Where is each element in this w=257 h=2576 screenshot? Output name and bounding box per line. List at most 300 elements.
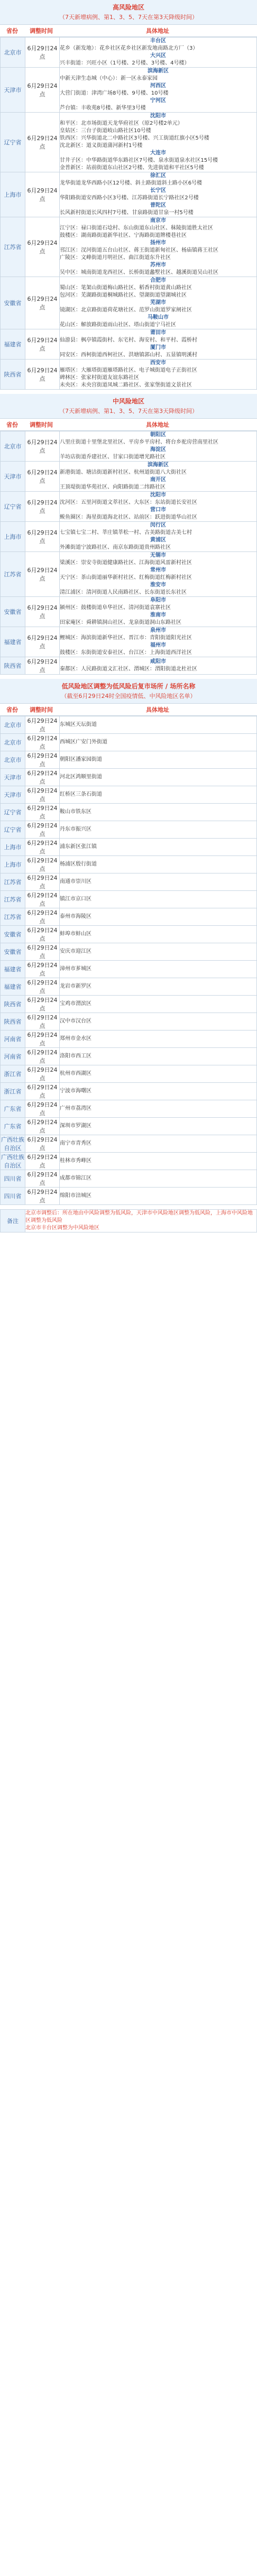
district-heading: 南京市 xyxy=(150,218,166,224)
header-time: 调整时间 xyxy=(30,706,53,713)
address-cell xyxy=(60,856,257,873)
table-row xyxy=(1,751,257,769)
table-row xyxy=(1,1065,257,1083)
address-line: 丹东市振兴区 xyxy=(60,826,91,832)
time-cell: 6月29日24点 xyxy=(25,1170,60,1188)
low-risk-section-table xyxy=(0,716,257,1205)
address-cell xyxy=(60,961,257,978)
risk-area-document xyxy=(0,0,257,1232)
province-cell: 辽宁省 xyxy=(1,821,25,839)
table-row xyxy=(1,522,257,552)
address-line: 金普新区：站前街道东山社区2号楼、先进街道和平社区5号楼 xyxy=(60,165,204,171)
high-risk-section-title: 高风险地区 xyxy=(0,0,257,14)
district-heading: 合肥市 xyxy=(150,278,166,283)
time-cell: 6月29日24点 xyxy=(25,1048,60,1065)
low-risk-section-title: 低风险地区调整为低风险后复市场所 / 场所名称 xyxy=(0,679,257,693)
address-line: 镇江市京口区 xyxy=(60,896,91,902)
province-cell: 天津市 xyxy=(1,68,25,113)
table-row xyxy=(1,839,257,856)
district-heading: 淮南市 xyxy=(150,612,166,618)
province-cell: 广东省 xyxy=(1,1100,25,1118)
province-cell: 四川省 xyxy=(1,1170,25,1188)
address-cell xyxy=(60,839,257,856)
address-cell xyxy=(60,1083,257,1100)
district-heading: 滨海新区 xyxy=(148,68,169,74)
address-line: 皇姑区：三台子街道岐山路社区10号楼 xyxy=(60,128,151,134)
district-heading: 滨海新区 xyxy=(148,462,169,468)
province-cell: 陕西省 xyxy=(1,996,25,1013)
section-spacer xyxy=(0,1205,257,1209)
province-cell: 上海市 xyxy=(1,522,25,552)
address-line: 清江浦区：清河街道人民南路社区、长东街道长东社区 xyxy=(60,590,187,595)
time-cell: 6月29日24点 xyxy=(25,360,60,390)
address-line: 龙岩市新罗区 xyxy=(60,983,91,989)
district-heading: 河西区 xyxy=(150,83,166,89)
table-row xyxy=(1,329,257,360)
address-line: 吴中区：城南街道龙西社区、长桥街道蠡墅社区、越溪街道吴山社区 xyxy=(60,270,218,275)
province-cell: 广西壮族自治区 xyxy=(1,1135,25,1153)
section-spacer xyxy=(0,675,257,679)
province-cell: 北京市 xyxy=(1,431,25,462)
address-line: 天宁区：茶山街道丽华新村社区、红梅街道红梅新村社区 xyxy=(60,575,192,581)
address-cell xyxy=(60,522,257,552)
time-cell: 6月29日24点 xyxy=(25,1065,60,1083)
time-cell: 6月29日24点 xyxy=(25,839,60,856)
time-cell: 6月29日24点 xyxy=(25,172,60,217)
address-line: 江宁区：禄口街道石埝村、东山街道东山社区、秣陵街道胜太社区 xyxy=(60,225,213,231)
province-cell: 江苏省 xyxy=(1,217,25,277)
address-line: 鞍山市铁东区 xyxy=(60,809,91,815)
address-line: 沈河区：五里河街道文萃社区、大东区：东站街道长安社区 xyxy=(60,500,197,505)
table-row xyxy=(1,68,257,113)
district-heading: 莆田市 xyxy=(150,330,166,336)
address-line: 梁溪区：崇安寺街道健康路社区、江海街道风雷新村社区 xyxy=(60,560,192,566)
time-cell: 6月29日24点 xyxy=(25,786,60,804)
address-line: 泰州市海陵区 xyxy=(60,914,91,919)
table-row xyxy=(1,926,257,943)
time-cell: 6月29日24点 xyxy=(25,804,60,821)
address-cell xyxy=(60,597,257,627)
province-cell: 天津市 xyxy=(1,462,25,492)
address-line: 龙华街道龙华西路小区12号楼、斜土路街道斜土路小区6号楼 xyxy=(60,180,203,186)
address-line: 和平区：北市场街道天龙华府社区（原2号楼2单元） xyxy=(60,121,183,126)
address-line: 朝阳区潘家园街道 xyxy=(60,757,102,762)
address-line: 河北区鸿顺里街道 xyxy=(60,774,102,780)
table-row xyxy=(1,1188,257,1205)
address-cell xyxy=(60,552,257,597)
time-cell: 6月29日24点 xyxy=(25,277,60,329)
table-row xyxy=(1,1135,257,1153)
notes-content xyxy=(25,1210,257,1232)
address-cell xyxy=(60,462,257,492)
address-line: 包河区：芜湖路街道桐城路社区、望湖街道望湖城社区 xyxy=(60,292,187,298)
address-cell xyxy=(60,627,257,657)
province-cell: 安徽省 xyxy=(1,943,25,961)
address-line: 南通市崇川区 xyxy=(60,879,91,885)
province-cell: 北京市 xyxy=(1,734,25,751)
province-cell: 福建省 xyxy=(1,329,25,360)
address-line: 同安区：西柯街道西柯社区、洪塘镇郭山村、五显镇明溪村 xyxy=(60,352,197,358)
district-heading: 马鞍山市 xyxy=(148,315,169,320)
table-row xyxy=(1,172,257,217)
district-heading: 常州市 xyxy=(150,567,166,573)
district-heading: 普陀区 xyxy=(150,203,166,208)
time-cell: 6月29日24点 xyxy=(25,431,60,462)
district-heading: 海淀区 xyxy=(150,447,166,453)
time-cell: 6月29日24点 xyxy=(25,217,60,277)
district-heading: 阜阳市 xyxy=(150,597,166,603)
address-line: 新港街道、塘沽街道新村社区、杭州道街道八大街社区 xyxy=(60,470,187,475)
address-line: 蚌埠市蚌山区 xyxy=(60,931,91,937)
province-cell: 辽宁省 xyxy=(1,113,25,172)
table-row xyxy=(1,1013,257,1031)
table-row xyxy=(1,217,257,277)
header-province: 省份 xyxy=(6,27,18,34)
address-cell xyxy=(60,68,257,113)
low-risk-section-subtitle: （截至6月29日24时全国疫情低、中风险地区名单） xyxy=(0,693,257,703)
province-cell: 辽宁省 xyxy=(1,804,25,821)
address-line: 花山区：解放路街道雨山社区、塔山街道宁马社区 xyxy=(60,322,176,328)
address-line: 大营门街道：津湾广场8号楼、9号楼、10号楼 xyxy=(60,90,169,96)
table-row xyxy=(1,856,257,873)
district-heading: 咸阳市 xyxy=(150,659,166,665)
time-cell: 6月29日24点 xyxy=(25,734,60,751)
address-cell xyxy=(60,1135,257,1153)
address-line: 仙游县：枫亭镇霞街村、东宅村、海安村、和平村、霞桥村 xyxy=(60,337,197,343)
table-header xyxy=(0,703,257,716)
district-heading: 大连市 xyxy=(150,150,166,156)
table-row xyxy=(1,786,257,804)
address-line: 秦都区：人民路街道文汇社区、渭城区：渭阳街道北杜社区 xyxy=(60,666,197,672)
time-cell: 6月29日24点 xyxy=(25,769,60,786)
province-cell: 广西壮族自治区 xyxy=(1,1153,25,1170)
address-cell xyxy=(60,113,257,172)
address-line: 红桥区三条石街道 xyxy=(60,792,102,797)
table-row xyxy=(1,113,257,172)
address-line: 宝鸡市渭滨区 xyxy=(60,1001,91,1007)
time-cell: 6月29日24点 xyxy=(25,908,60,926)
province-cell: 河南省 xyxy=(1,1048,25,1065)
province-cell: 天津市 xyxy=(1,786,25,804)
address-line: 深圳市罗湖区 xyxy=(60,1123,91,1129)
address-cell xyxy=(60,172,257,217)
address-line: 外滩街道宁波路社区、南京东路街道贵州路社区 xyxy=(60,545,171,550)
time-cell: 6月29日24点 xyxy=(25,597,60,627)
table-row xyxy=(1,961,257,978)
address-cell xyxy=(60,1048,257,1065)
province-cell: 广东省 xyxy=(1,1118,25,1135)
table-row xyxy=(1,277,257,329)
province-cell: 江苏省 xyxy=(1,552,25,597)
address-cell xyxy=(60,360,257,390)
district-heading: 长宁区 xyxy=(150,188,166,194)
address-line: 田家庵区：舜耕镇洞山社区、龙泉街道洞山东路社区 xyxy=(60,620,181,625)
address-line: 蜀山区：笔架山街道梅山路社区、稻香村街道黄山路社区 xyxy=(60,285,192,291)
note-line: 北京市丰台区调整为中风险地区 xyxy=(25,1225,99,1231)
province-cell: 北京市 xyxy=(1,38,25,68)
address-line: 长风新村街道长风四村7号楼、甘泉路街道甘泉一村5号楼 xyxy=(60,210,194,216)
table-row xyxy=(1,1153,257,1170)
address-cell xyxy=(60,996,257,1013)
address-cell xyxy=(60,329,257,360)
header-address: 具体地址 xyxy=(146,421,169,428)
province-cell: 上海市 xyxy=(1,856,25,873)
header-time: 调整时间 xyxy=(30,27,53,34)
address-cell xyxy=(60,38,257,68)
district-heading: 黄浦区 xyxy=(150,537,166,543)
address-line: 洛阳市西工区 xyxy=(60,1053,91,1059)
district-heading: 营口市 xyxy=(150,507,166,513)
time-cell: 6月29日24点 xyxy=(25,1153,60,1170)
district-heading: 扬州市 xyxy=(150,240,166,246)
province-cell: 河南省 xyxy=(1,1031,25,1048)
address-cell xyxy=(60,891,257,908)
district-heading: 南开区 xyxy=(150,477,166,483)
district-heading: 西安市 xyxy=(150,360,166,366)
address-cell xyxy=(60,821,257,839)
time-cell: 6月29日24点 xyxy=(25,462,60,492)
table-header xyxy=(0,418,257,431)
table-row xyxy=(1,1100,257,1118)
time-cell: 6月29日24点 xyxy=(25,522,60,552)
time-cell: 6月29日24点 xyxy=(25,716,60,734)
time-cell: 6月29日24点 xyxy=(25,961,60,978)
address-line: 羊坊店街道乔建社区、甘家口街道增光路社区 xyxy=(60,454,166,460)
table-row xyxy=(1,597,257,627)
time-cell: 6月29日24点 xyxy=(25,1100,60,1118)
address-cell xyxy=(60,926,257,943)
district-heading: 沈阳市 xyxy=(150,492,166,498)
province-cell: 江苏省 xyxy=(1,873,25,891)
table-row xyxy=(1,891,257,908)
header-address: 具体地址 xyxy=(146,706,169,713)
address-line: 杨浦区殷行街道 xyxy=(60,861,97,867)
address-line: 未央区：未央宫街道凤城二路社区、张家堡街道文景社区 xyxy=(60,382,192,388)
province-cell: 安徽省 xyxy=(1,926,25,943)
address-cell xyxy=(60,908,257,926)
time-cell: 6月29日24点 xyxy=(25,68,60,113)
time-cell: 6月29日24点 xyxy=(25,1188,60,1205)
time-cell: 6月29日24点 xyxy=(25,552,60,597)
address-line: 王顶堤街道华苑社区、向阳路街道二纬路社区 xyxy=(60,484,166,490)
table-row xyxy=(1,873,257,891)
table-row xyxy=(1,431,257,462)
address-line: 成都市锦江区 xyxy=(60,1175,91,1181)
time-cell: 6月29日24点 xyxy=(25,996,60,1013)
address-cell xyxy=(60,716,257,734)
address-line: 华阳路街道安西路小区3号楼、江苏路街道长宁路社区2号楼 xyxy=(60,195,199,201)
time-cell: 6月29日24点 xyxy=(25,1118,60,1135)
province-cell: 福建省 xyxy=(1,978,25,996)
time-cell: 6月29日24点 xyxy=(25,657,60,675)
table-row xyxy=(1,996,257,1013)
district-heading: 大兴区 xyxy=(150,53,166,59)
address-line: 郑州市金水区 xyxy=(60,1036,91,1042)
table-row xyxy=(1,552,257,597)
table-row xyxy=(1,1170,257,1188)
table-row xyxy=(1,734,257,751)
time-cell: 6月29日24点 xyxy=(25,873,60,891)
time-cell: 6月29日24点 xyxy=(25,627,60,657)
header-time: 调整时间 xyxy=(30,421,53,428)
district-heading: 宁河区 xyxy=(150,98,166,104)
address-cell xyxy=(60,1013,257,1031)
note-line: 北京市调整后：所在地由中风险调整为低风险，天津市中风险地区调整为低风险，上海市中风险地区调整为低风险 xyxy=(25,1210,253,1223)
table-row xyxy=(1,908,257,926)
table-row xyxy=(1,821,257,839)
address-cell xyxy=(60,1118,257,1135)
address-cell xyxy=(60,1188,257,1205)
address-cell xyxy=(60,217,257,277)
address-cell xyxy=(60,734,257,751)
notes-row xyxy=(1,1210,257,1232)
address-line: 桂林市秀峰区 xyxy=(60,1158,91,1164)
mid-risk-section-subtitle: （7天新增病例、第1、3、5、7天在第3天降级时间） xyxy=(0,408,257,418)
table-row xyxy=(1,1083,257,1100)
table-header xyxy=(0,24,257,37)
header-province: 省份 xyxy=(6,421,18,428)
time-cell: 6月29日24点 xyxy=(25,113,60,172)
province-cell: 陕西省 xyxy=(1,1013,25,1031)
table-row xyxy=(1,1118,257,1135)
address-line: 雁塔区：大雁塔街道雁塔路社区、电子城街道电子正街社区 xyxy=(60,367,197,373)
district-heading: 淮安市 xyxy=(150,582,166,588)
address-line: 鼓楼区：东街街道安泰社区、台江区：上海街道西洋社区 xyxy=(60,650,192,656)
time-cell: 6月29日24点 xyxy=(25,926,60,943)
district-heading: 徐汇区 xyxy=(150,173,166,179)
province-cell: 江苏省 xyxy=(1,891,25,908)
address-line: 八里庄街道十里堡北里社区、平房乡平房村、将台乡驼房营南里社区 xyxy=(60,439,218,445)
time-cell: 6月29日24点 xyxy=(25,943,60,961)
address-line: 镜湖区：北京路街道荷花塘社区、范罗山街道罗家闸社区 xyxy=(60,307,192,313)
province-cell: 江苏省 xyxy=(1,908,25,926)
address-line: 七宝镇七宝二村、莘庄镇莘松一村、古美路街道古美七村 xyxy=(60,530,192,536)
address-line: 西城区广安门外街道 xyxy=(60,739,107,745)
district-heading: 沈阳市 xyxy=(150,113,166,119)
address-line: 宁波市海曙区 xyxy=(60,1088,91,1094)
low-risk-section xyxy=(0,679,257,1209)
table-row xyxy=(1,627,257,657)
district-heading: 泉州市 xyxy=(150,628,166,633)
address-cell xyxy=(60,769,257,786)
high-risk-section-table xyxy=(0,37,257,390)
address-line: 邗江区：汊河街道五台山社区、蒋王街道新甸社区、杨庙镇蒋王社区 xyxy=(60,247,218,253)
address-line: 沈北新区：道义街道蒲河新村1号楼 xyxy=(60,143,143,149)
province-cell: 天津市 xyxy=(1,769,25,786)
table-row xyxy=(1,492,257,522)
time-cell: 6月29日24点 xyxy=(25,751,60,769)
province-cell: 北京市 xyxy=(1,751,25,769)
time-cell: 6月29日24点 xyxy=(25,38,60,68)
address-cell xyxy=(60,1065,257,1083)
address-cell xyxy=(60,1100,257,1118)
mid-risk-section-table xyxy=(0,431,257,675)
address-cell xyxy=(60,657,257,675)
address-cell xyxy=(60,1153,257,1170)
province-cell: 安徽省 xyxy=(1,597,25,627)
address-line: 碑林区：张家村街道友谊东路社区 xyxy=(60,375,139,381)
table-row xyxy=(1,360,257,390)
address-line: 芦台镇：丰收苑8号楼、新华里3号楼 xyxy=(60,105,146,111)
address-cell xyxy=(60,943,257,961)
province-cell: 北京市 xyxy=(1,716,25,734)
address-cell xyxy=(60,1170,257,1188)
address-line: 颍州区：鼓楼街道阜华社区、清河街道袁寨社区 xyxy=(60,605,171,611)
address-cell xyxy=(60,492,257,522)
table-row xyxy=(1,769,257,786)
time-cell: 6月29日24点 xyxy=(25,329,60,360)
address-cell xyxy=(60,751,257,769)
address-line: 东城区天坛街道 xyxy=(60,722,97,728)
table-row xyxy=(1,1031,257,1048)
time-cell: 6月29日24点 xyxy=(25,821,60,839)
address-line: 花乡（新发地）：花乡社区花乡社区新发地南路北方厂（3） xyxy=(60,45,198,51)
province-cell: 浙江省 xyxy=(1,1065,25,1083)
province-cell: 四川省 xyxy=(1,1188,25,1205)
address-cell xyxy=(60,1031,257,1048)
time-cell: 6月29日24点 xyxy=(25,891,60,908)
time-cell: 6月29日24点 xyxy=(25,1135,60,1153)
header-address: 具体地址 xyxy=(146,27,169,34)
district-heading: 无锡市 xyxy=(150,553,166,558)
table-row xyxy=(1,657,257,675)
time-cell: 6月29日24点 xyxy=(25,1013,60,1031)
province-cell: 安徽省 xyxy=(1,277,25,329)
district-heading: 朝阳区 xyxy=(150,432,166,438)
table-row xyxy=(1,716,257,734)
high-risk-section-subtitle: （7天新增病例、第1、3、5、7天在第3天降级时间） xyxy=(0,14,257,24)
district-heading: 苏州市 xyxy=(150,262,166,268)
province-cell: 上海市 xyxy=(1,172,25,217)
time-cell: 6月29日24点 xyxy=(25,1031,60,1048)
table-row xyxy=(1,1048,257,1065)
address-cell xyxy=(60,873,257,891)
address-line: 广陵区：文峰街道月明社区、曲江街道东升社区 xyxy=(60,255,171,261)
table-row xyxy=(1,38,257,68)
province-cell: 福建省 xyxy=(1,961,25,978)
address-line: 绵阳市涪城区 xyxy=(60,1193,91,1199)
table-row xyxy=(1,462,257,492)
time-cell: 6月29日24点 xyxy=(25,492,60,522)
address-cell xyxy=(60,804,257,821)
address-line: 杭州市西湖区 xyxy=(60,1071,91,1077)
address-line: 甘井子区：中华路街道华东路社区7号楼、泉水街道泉水社区15号楼 xyxy=(60,158,218,163)
address-cell xyxy=(60,978,257,996)
address-cell xyxy=(60,277,257,329)
province-cell: 浙江省 xyxy=(1,1083,25,1100)
address-line: 兴丰街道：兴旺小区（1号楼、2号楼、3号楼、4号楼） xyxy=(60,60,190,66)
address-line: 中新天津生态城（中心）：新一区永泰家园 xyxy=(60,76,158,81)
address-line: 漳州市芗城区 xyxy=(60,966,91,972)
province-cell: 陕西省 xyxy=(1,360,25,390)
mid-risk-section xyxy=(0,394,257,679)
section-spacer xyxy=(0,390,257,394)
district-heading: 福州市 xyxy=(150,642,166,648)
notes-label: 备注 xyxy=(1,1210,25,1232)
address-line: 南宁市青秀区 xyxy=(60,1140,91,1146)
address-line: 安庆市迎江区 xyxy=(60,949,91,954)
address-line: 鼓楼区：湖南路街道新华社区、宁海路街道牌楼巷社区 xyxy=(60,233,187,238)
address-cell xyxy=(60,431,257,462)
mid-risk-section-title: 中风险地区 xyxy=(0,394,257,408)
high-risk-section xyxy=(0,0,257,394)
district-heading: 闵行区 xyxy=(150,522,166,528)
district-heading: 丰台区 xyxy=(150,38,166,44)
province-cell: 福建省 xyxy=(1,627,25,657)
time-cell: 6月29日24点 xyxy=(25,1083,60,1100)
table-row xyxy=(1,804,257,821)
address-cell xyxy=(60,786,257,804)
